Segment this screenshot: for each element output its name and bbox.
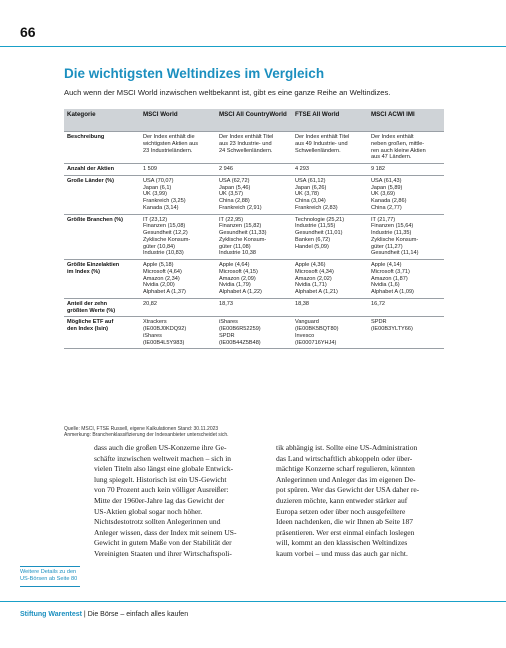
cell-text: Gesundheit (11,33) (219, 230, 267, 236)
body-line: mächtige Konzerne scharf regulieren, könnten (276, 464, 415, 474)
cell-text: Microsoft (4,34) (295, 268, 334, 275)
body-line: pot spüren. Wer das Gewicht der USA daher re- (276, 485, 420, 495)
cell-text: Microsoft (3,71) (371, 268, 410, 275)
cell-text: IT (22,95) (219, 216, 244, 223)
cell-text: Zyklische Konsum- (143, 236, 191, 243)
cell-text: Gesundheit (12,2) (143, 230, 188, 236)
cell-text: Zyklische Konsum- (371, 236, 419, 243)
cell-text: Finanzen (15,82) (219, 223, 262, 230)
cell-text: Japan (6,26) (295, 184, 327, 191)
cell-text: China (3,04) (295, 198, 326, 204)
table-cell (368, 260, 444, 299)
cell-text: Nvidia (1,6) (371, 282, 400, 289)
body-line: Vereinigten Staaten und ihrer Wirtschaftspoli- (94, 548, 232, 558)
table-cell (216, 132, 292, 164)
cell-text: güter (11,08) (219, 243, 251, 250)
table-body (64, 132, 444, 349)
margin-note-link[interactable] (20, 569, 82, 583)
cell-text: UK (3,78) (295, 191, 319, 198)
table-cell (216, 260, 292, 299)
cell-text: SPDR (371, 319, 387, 326)
body-line: von 70 Prozent auch kein völliger Ausreißer: (94, 485, 229, 495)
table-cell (216, 317, 292, 349)
cell-text: Zyklische Konsum- (219, 236, 267, 243)
cell-text: UK (3,69) (371, 191, 395, 198)
cell-text: Amazon (1,87) (371, 275, 408, 282)
row-label-text: den Index (Isin) (67, 326, 109, 332)
row-label-text: Anzahl der Aktien (67, 166, 115, 172)
body-line: lung spiegelt. Historisch ist ein US-Gewicht (94, 474, 227, 484)
cell-text: USA (62,72) (219, 177, 250, 184)
cell-text: Frankreich (3,25) (143, 198, 186, 204)
body-line: Anlegerinnen und Anleger das im eigenen De- (276, 474, 416, 484)
margin-note-rule-bottom (20, 586, 80, 587)
cell-text: Nvidia (2,00) (143, 282, 175, 289)
cell-text: wichtigsten Aktien aus (143, 140, 199, 147)
row-label-text: Beschreibung (67, 134, 105, 140)
table-cell (368, 298, 444, 317)
body-line: schäfte inzwischen weltweit machen – sich in (94, 453, 232, 463)
cell-text: (IE00BJ0KDQ92) (143, 326, 187, 332)
source-line: Quelle: MSCI, FTSE Russell, eigene Kalkulationen Stand: 30.11.2023 (64, 426, 219, 432)
cell-text: Technologie (25,21) (295, 216, 345, 223)
cell-text: Xtrackers (143, 319, 167, 326)
body-line: kaum vorbei – und muss das auch gar nicht. (276, 548, 408, 558)
cell-text: (IE000716YHJ4) (295, 339, 337, 346)
header-text: MSCI All Country (219, 111, 270, 118)
table-cell (140, 317, 216, 349)
cell-text: Gesundheit (11,01) (295, 230, 343, 236)
cell-text: Apple (4,64) (219, 262, 250, 268)
cell-text: (IE00B6R52259) (219, 326, 261, 332)
cell-text: Nvidia (1,79) (219, 282, 251, 289)
cell-text: UK (3,57) (219, 191, 243, 198)
table-cell (292, 298, 368, 317)
cell-text: (IE00B4L5Y983) (143, 339, 185, 346)
header-text: Kategorie (67, 111, 96, 118)
cell-text: Amazon (2,34) (143, 275, 180, 282)
row-label-text: Anteil der zehn (67, 300, 108, 307)
cell-text: IT (23,12) (143, 216, 168, 223)
table-cell (140, 132, 216, 164)
source-line: Anmerkung: Branchenklassifizierung der Indexanbieter unterscheidet sich. (64, 432, 229, 439)
cell-text: Frankreich (2,83) (295, 204, 338, 211)
body-line: Ideen nachdenken, die wir Ihnen ab Seite 187 (276, 517, 414, 527)
table-cell (368, 175, 444, 214)
table-cell (368, 132, 444, 164)
table-cell (292, 164, 368, 176)
cell-text: 23 Industrieländern. (143, 147, 193, 154)
body-line: Nichtsdestotrotz sollten Anlegerinnen und (94, 517, 221, 527)
cell-text: Der Index enthält Titel (295, 134, 350, 140)
cell-text: Apple (4,36) (295, 262, 326, 268)
cell-text: güter (10,84) (143, 243, 176, 250)
body-line: will, kommt an den klassischen Weltindizes (276, 538, 408, 548)
table-row (64, 214, 444, 260)
cell-text: Der Index enthält (371, 134, 414, 140)
cell-text: (IE00B3YLTY66) (371, 326, 413, 332)
cell-text: Schwellenländern. (295, 147, 341, 154)
row-label-text: größten Werte (%) (67, 307, 116, 314)
intro-text: Auch wenn der MSCI World inzwischen weltbekannt ist, gibt es eine ganze Reihe an Weltindizes. (64, 88, 391, 97)
row-label (64, 317, 140, 349)
cell-text: Alphabet A (1,21) (295, 289, 338, 295)
table-cell (292, 214, 368, 260)
cell-text: Finanzen (15,08) (143, 223, 186, 230)
table-row (64, 175, 444, 214)
cell-text: 24 Schwellenländern. (219, 147, 273, 154)
cell-text: iShares (219, 319, 238, 326)
row-label-text: Größte Branchen (%) (67, 216, 123, 223)
cell-text: Amazon (2,09) (219, 275, 256, 282)
row-label (64, 298, 140, 317)
body-text-column-1 (94, 443, 270, 560)
footer-divider (0, 601, 506, 602)
cell-text: güter (11,27) (371, 243, 403, 250)
body-line: tik abhängig ist. Sollte eine US-Administration (276, 443, 418, 452)
row-label-text: im Index (%) (67, 268, 100, 275)
cell-text: Kanada (3,14) (143, 204, 179, 211)
cell-text: aus 47 Ländern. (371, 154, 412, 161)
table-cell (292, 132, 368, 164)
row-label-text: Größte Einzelaktien (67, 262, 120, 268)
cell-text: Apple (4,14) (371, 262, 402, 268)
cell-text: aus 23 Industrie- und (219, 140, 272, 147)
top-divider (0, 46, 506, 47)
margin-note-rule-top (20, 566, 80, 567)
cell-text: IT (21,77) (371, 216, 396, 223)
cell-text: Banken (6,72) (295, 236, 331, 243)
cell-text: 2 946 (219, 166, 233, 172)
row-label (64, 132, 140, 164)
footer-book-title: Die Börse – einfach alles kaufen (87, 611, 189, 618)
cell-text: USA (61,12) (295, 177, 326, 184)
cell-text: 18,73 (219, 300, 233, 307)
row-label-text: Mögliche ETF auf (67, 319, 114, 326)
cell-text: Frankreich (2,91) (219, 204, 262, 211)
table-cell (216, 214, 292, 260)
cell-text: 4 293 (295, 166, 309, 172)
header-text: FTSE All World (295, 111, 340, 118)
table-cell (216, 298, 292, 317)
table-cell (140, 164, 216, 176)
table-row (64, 260, 444, 299)
body-line: Europa setzen oder über noch ausgefeiltere (276, 506, 406, 516)
column-header-3 (292, 109, 368, 132)
page-number: 66 (20, 24, 36, 40)
table-cell (368, 164, 444, 176)
cell-text: aus 49 Industrie- und (295, 140, 348, 147)
cell-text: Industrie 10,38 (219, 250, 257, 257)
cell-text: neben großen, mittle- (371, 140, 425, 147)
table-cell (140, 298, 216, 317)
table-row (64, 132, 444, 164)
cell-text: SPDR (219, 332, 235, 339)
table-row (64, 317, 444, 349)
body-line: Gewicht in gutem Maße von der Stabilität der (94, 538, 232, 548)
cell-text: USA (70,07) (143, 177, 174, 184)
row-label-text: Große Länder (%) (67, 177, 114, 184)
cell-text: Japan (6,1) (143, 184, 172, 191)
cell-text: 20,82 (143, 300, 157, 307)
cell-text: Gesundheit (11,14) (371, 250, 419, 257)
table-cell (216, 175, 292, 214)
cell-text: Nvidia (1,71) (295, 282, 327, 289)
cell-text: Invesco (295, 332, 315, 339)
cell-text: Finanzen (15,64) (371, 223, 414, 230)
cell-text: Alphabet A (1,37) (143, 289, 186, 295)
margin-note-line: Weitere Details zu den (20, 569, 77, 575)
cell-text: 9 182 (371, 166, 385, 172)
cell-text: Vanguard (295, 319, 319, 326)
table-cell (292, 260, 368, 299)
footer-separator: | (83, 611, 86, 618)
cell-text: Apple (5,18) (143, 262, 174, 268)
body-line: dass auch die großen US-Konzerne ihre Ge- (94, 443, 227, 452)
source-note (64, 426, 444, 439)
cell-text: Amazon (2,02) (295, 275, 332, 282)
table-cell (140, 260, 216, 299)
header-text: MSCI ACWI IMI (371, 111, 415, 118)
body-line: duzieren möchte, kann entweder stärker auf (276, 495, 408, 505)
footer-brand: Stiftung Warentest (20, 611, 82, 618)
cell-text: (IE00B44Z5B48) (219, 339, 261, 346)
cell-text: Industrie (10,83) (143, 250, 184, 257)
column-header-2 (216, 109, 292, 132)
column-header-1 (140, 109, 216, 132)
table-cell (216, 164, 292, 176)
row-label (64, 175, 140, 214)
body-line: vielen Titeln also längst eine globale Entwick- (94, 464, 234, 474)
column-header-0 (64, 109, 140, 132)
cell-text: Kanada (2,86) (371, 198, 407, 204)
cell-text: 1 509 (143, 166, 157, 172)
table-cell (140, 214, 216, 260)
cell-text: China (2,77) (371, 204, 402, 211)
row-label (64, 164, 140, 176)
cell-text: Japan (5,46) (219, 184, 251, 191)
footer (20, 611, 188, 618)
body-line: Anleger wissen, dass der Index mit seinem US- (94, 527, 237, 537)
cell-text: Microsoft (4,64) (143, 268, 182, 275)
page-title: Die wichtigsten Weltindizes im Vergleich (64, 66, 325, 81)
cell-text: iShares (143, 332, 162, 339)
table-cell (292, 175, 368, 214)
index-comparison-table (64, 109, 444, 349)
margin-note-line: US-Börsen ab Seite 80 (20, 576, 78, 582)
cell-text: Japan (5,89) (371, 184, 403, 191)
cell-text: Industrie (11,55) (295, 223, 336, 230)
cell-text: UK (3,99) (143, 191, 167, 198)
body-line: das Land wirtschaftlich abkoppeln oder über- (276, 453, 413, 463)
header-text: MSCI World (143, 111, 178, 118)
table-cell (292, 317, 368, 349)
cell-text: USA (61,43) (371, 177, 402, 184)
header-text: World (269, 111, 287, 118)
table-cell (140, 175, 216, 214)
table-row (64, 164, 444, 176)
row-label (64, 260, 140, 299)
cell-text: Microsoft (4,15) (219, 268, 258, 275)
cell-text: China (2,88) (219, 198, 250, 204)
body-line: Mitte der 1960er-Jahre lag das Gewicht der (94, 495, 225, 505)
table-row (64, 298, 444, 317)
cell-text: Alphabet A (1,22) (219, 289, 262, 295)
cell-text: (IE00BK5BQT80) (295, 326, 339, 332)
row-label (64, 214, 140, 260)
table-cell (368, 317, 444, 349)
cell-text: 16,72 (371, 300, 385, 307)
body-line: präsentieren. Wer erst einmal einfach loslegen (276, 527, 415, 537)
cell-text: Der Index enthält die (143, 134, 195, 140)
table-header-row (64, 109, 444, 132)
cell-text: Industrie (11,35) (371, 230, 412, 236)
table-cell (368, 214, 444, 260)
cell-text: Alphabet A (1,09) (371, 289, 414, 295)
cell-text: Handel (5,09) (295, 243, 329, 250)
body-line: US-Aktien global sogar noch höher. (94, 506, 203, 516)
body-text-column-2 (276, 443, 452, 560)
column-header-4 (368, 109, 444, 132)
cell-text: Der Index enthält Titel (219, 134, 274, 140)
cell-text: 18,38 (295, 300, 309, 307)
cell-text: ren auch kleine Aktien (371, 147, 426, 154)
